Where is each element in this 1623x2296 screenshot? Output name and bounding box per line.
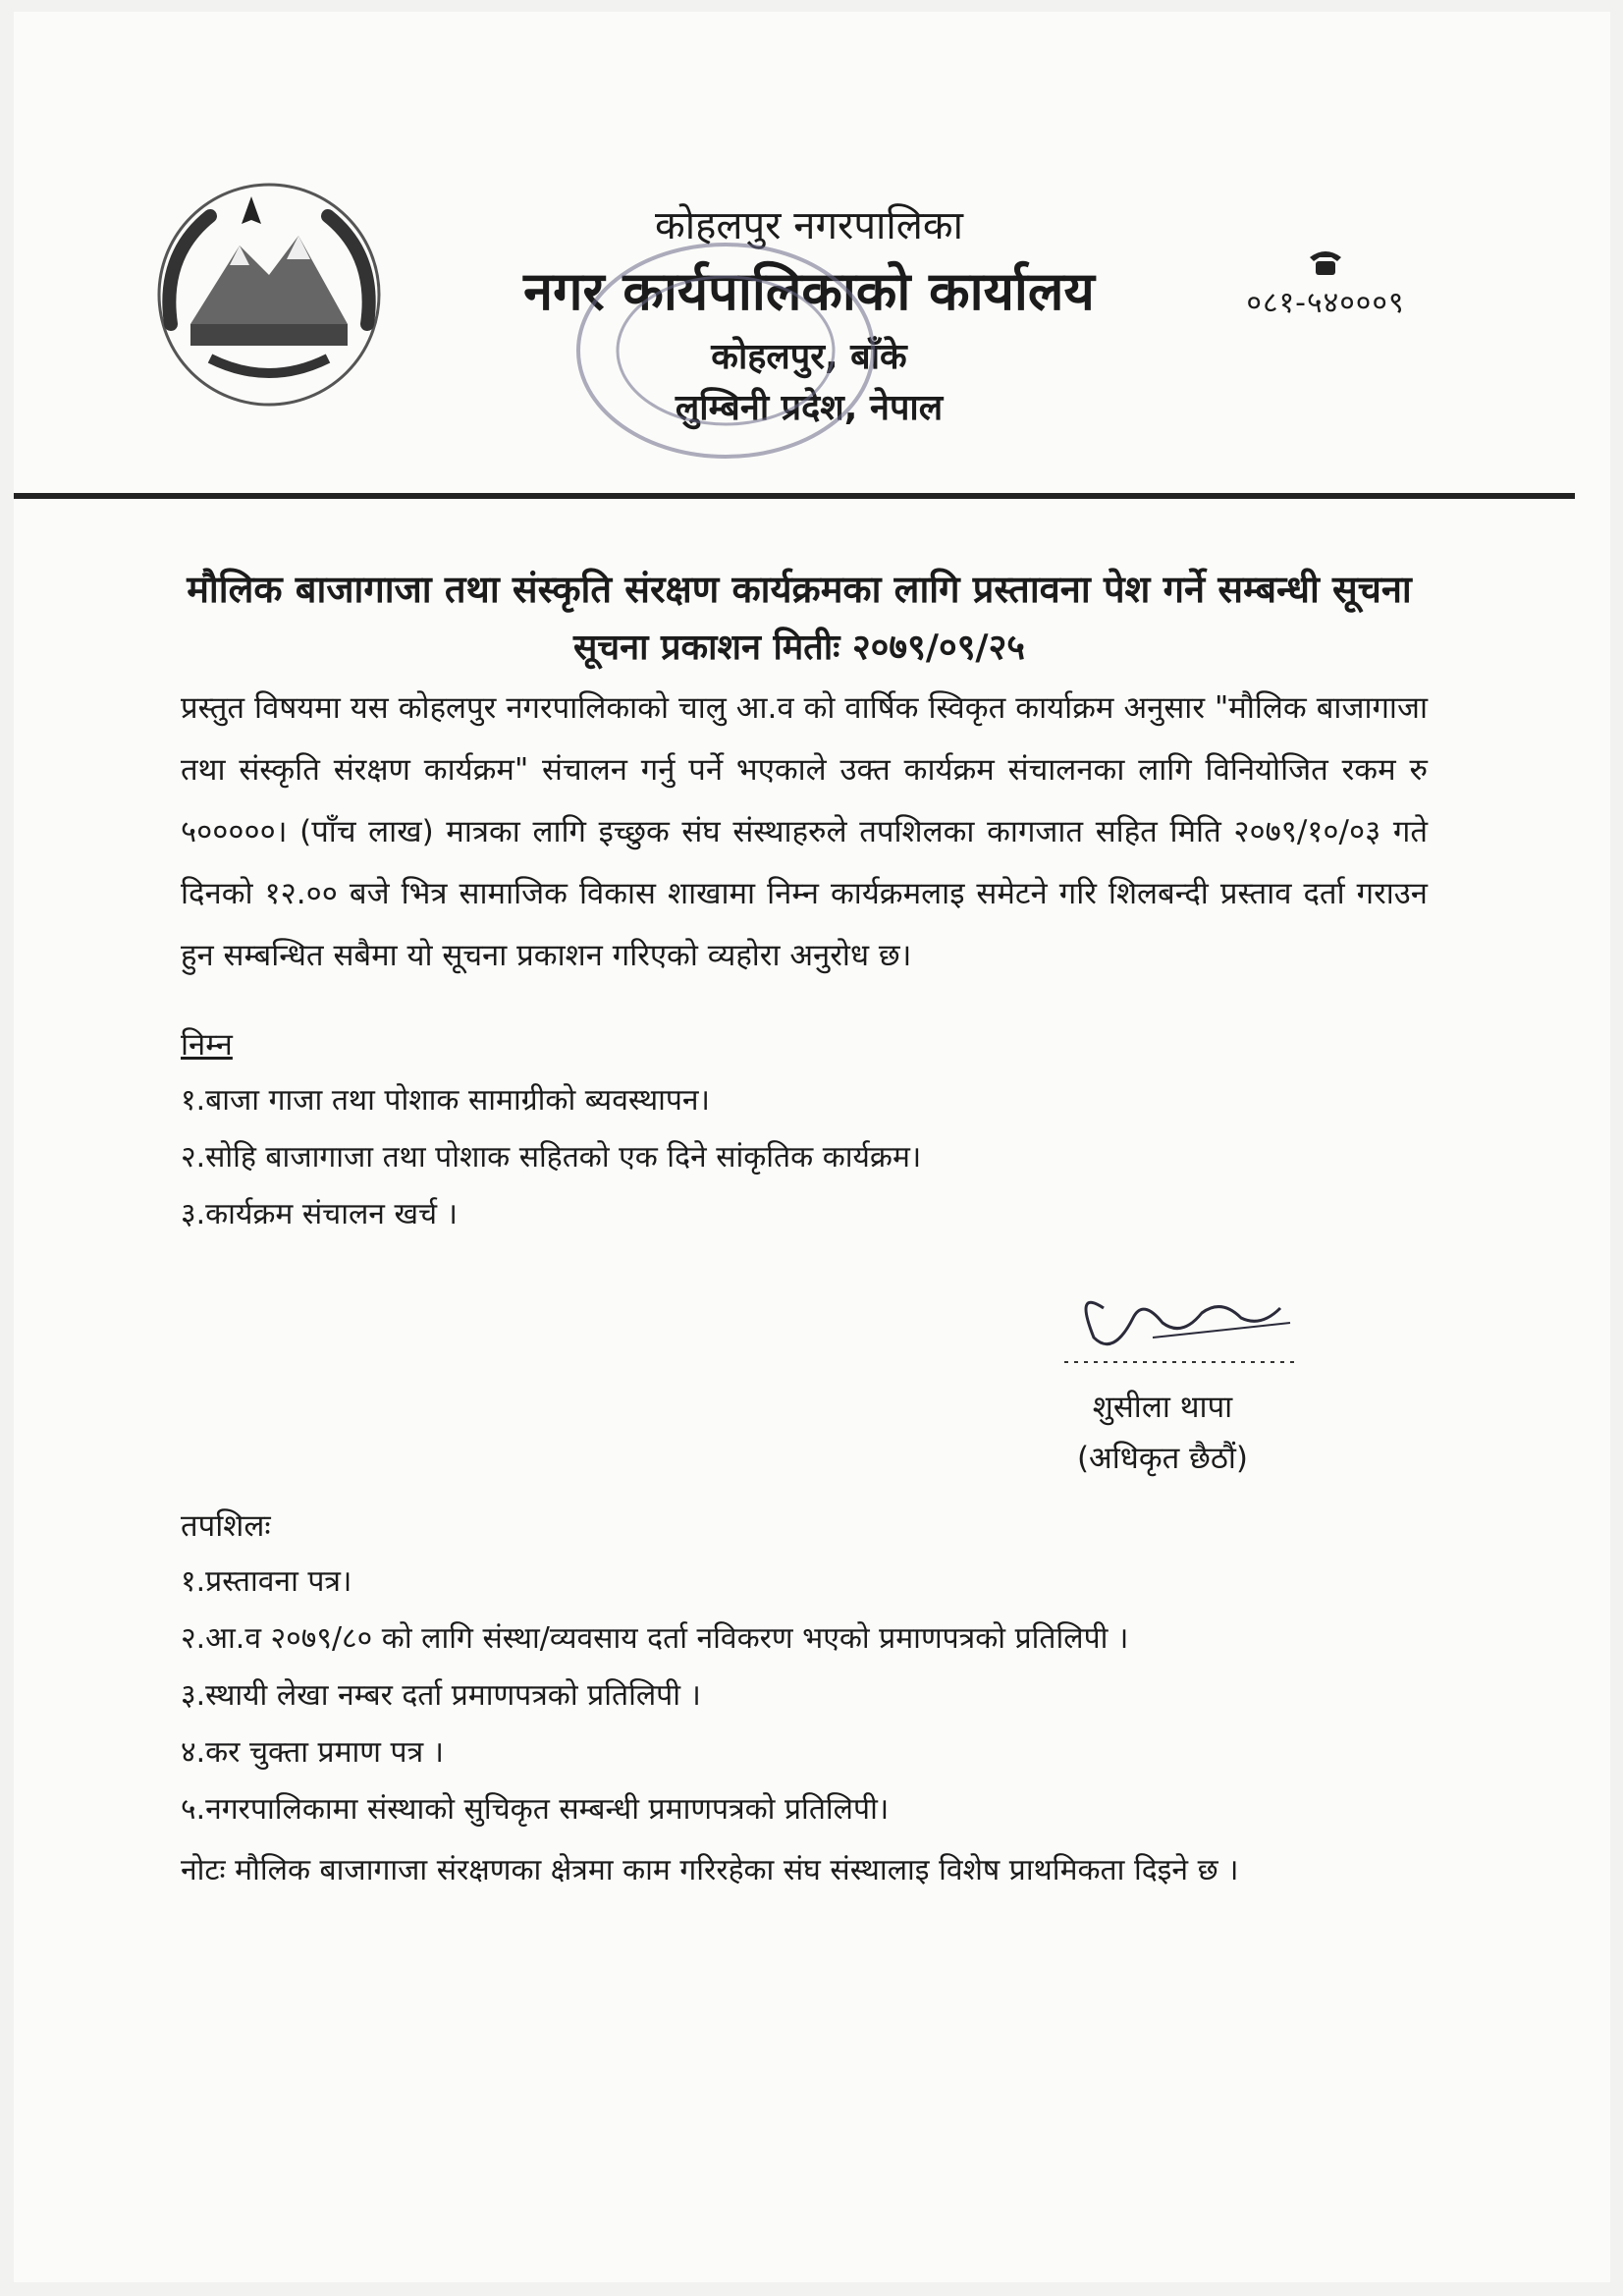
signatory-name: शुसीला थापा [1092,1390,1233,1425]
list-item: १.बाजा गाजा तथा पोशाक सामाग्रीको ब्यवस्थापन। [181,1083,710,1118]
municipality-name: कोहलपुर नगरपालिका [655,203,963,248]
list-item: ३.स्थायी लेखा नम्बर दर्ता प्रमाणपत्रको प्रतिलिपी । [181,1678,701,1713]
note-text: नोटः मौलिक बाजागाजा संरक्षणका क्षेत्रमा काम गरिरहेका संघ संस्थालाइ विशेष प्राथमिकता दिइने छ । [181,1853,1239,1887]
phone-block [1208,247,1443,321]
signatory-block [1045,1382,1280,1484]
notice-body: प्रस्तुत विषयमा यस कोहलपुर नगरपालिकाको चालु आ.व को वार्षिक स्विकृत कार्याक्रम अनुसार "मौलिक बाजागाजा तथा संस्कृति संरक्षण कार्यक्रम" संचालन गर्नु पर्ने भएकाले उक्त कार्यक्रम संचालनका लागि विनियोजित रकम रु ५०००००। (पाँच लाख) मात्रका लागि इच्छुक संघ संस्थाहरुले तपशिलका कागजात सहित मिति २०७९/१०/०३ गते दिनको १२.०० बजे भित्र सामाजिक विकास शाखामा निम्न कार्यक्रमलाइ समेटने गरि शिलबन्दी प्रस्ताव दर्ता गराउन हुन सम्बन्धित सबैमा यो सूचना प्रकाशन गरिएको व्यहोरा अनुरोध छ। [181,690,1428,973]
attachments-heading: तपशिलः [181,1508,271,1544]
handwritten-signature [1045,1269,1339,1377]
list-item: २.आ.व २०७९/८० को लागि संस्था/व्यवसाय दर्ता नविकरण भएको प्रमाणपत्रको प्रतिलिपी । [181,1621,1129,1656]
official-seal-stamp [564,228,888,473]
phone-number: ०८१-५४०००९ [1246,286,1405,320]
program-list-heading: निम्न [181,1027,233,1063]
signatory-designation: (अधिकृत छैठौं) [1076,1441,1249,1476]
office-title: नगर कार्यपालिकाको कार्यालय [523,260,1095,322]
list-item: ३.कार्यक्रम संचालन खर्च । [181,1197,458,1231]
nepal-emblem-icon [151,177,387,412]
notice-title: मौलिक बाजागाजा तथा संस्कृति संरक्षण कार्यक्रमका लागि प्रस्तावना पेश गर्ने सम्बन्धी सूचना [187,568,1412,611]
attachments-list [181,1554,1487,1838]
list-item: ४.कर चुक्ता प्रमाण पत्र । [181,1735,445,1770]
notice-publish-date: सूचना प्रकाशन मितीः २०७९/०९/२५ [572,628,1026,668]
list-item: १.प्रस्तावना पत्र। [181,1564,352,1599]
list-item: ५.नगरपालिकामा संस्थाको सुचिकृत सम्बन्धी प्रमाणपत्रको प्रतिलिपी। [181,1792,890,1827]
office-province: लुम्बिनी प्रदेश, नेपाल [675,388,944,428]
list-item: २.सोहि बाजागाजा तथा पोशाक सहितको एक दिने सांकृतिक कार्यक्रम। [181,1140,922,1175]
office-location: कोहलपुर, बाँके [711,337,907,377]
letter-sheet [14,12,1610,2282]
telephone-icon [1306,247,1345,277]
header-divider [14,493,1575,499]
program-list [181,1072,1457,1243]
